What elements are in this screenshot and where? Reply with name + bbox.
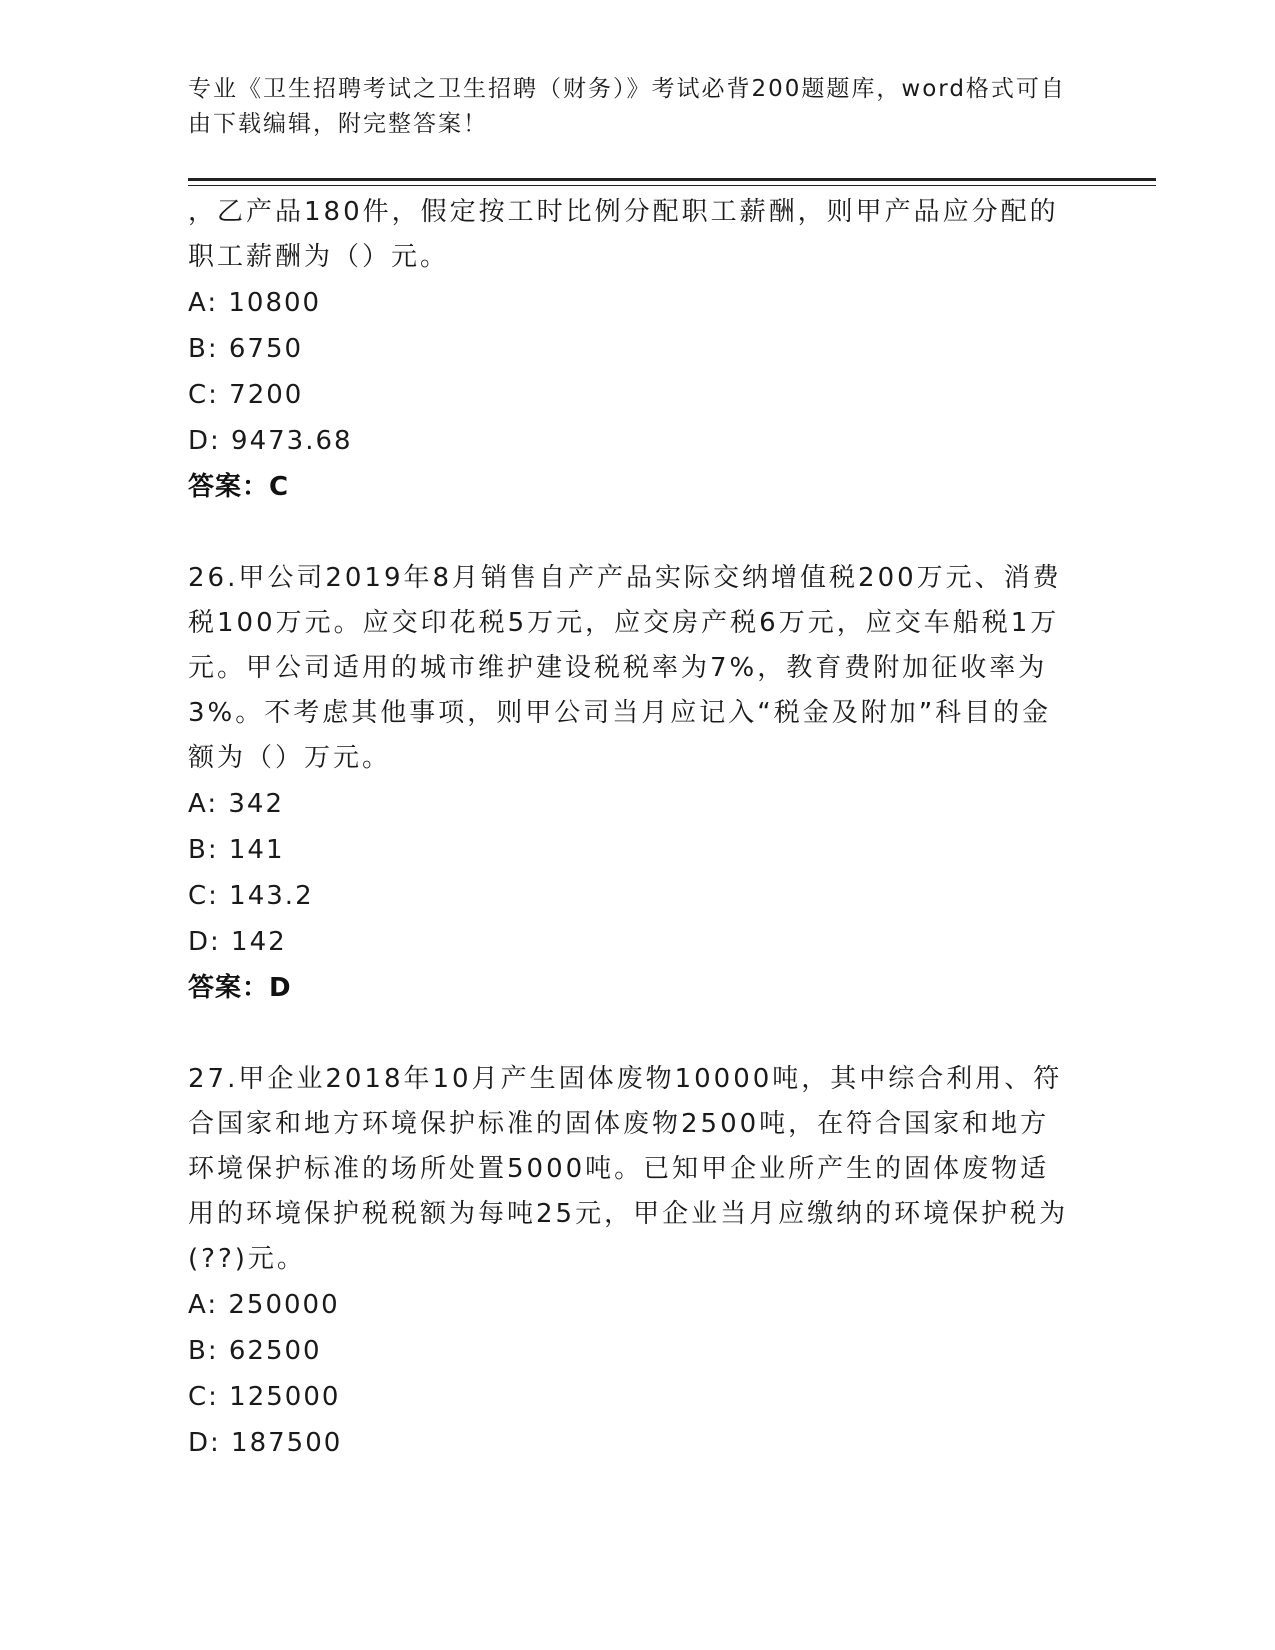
question-item <box>188 1057 1073 1466</box>
option-a: A: 250000 <box>188 1290 340 1320</box>
option-d: D: 9473.68 <box>188 426 353 456</box>
option-c: C: 7200 <box>188 380 304 410</box>
question-stem: ，乙产品180件，假定按工时比例分配职工薪酬，则甲产品应分配的职工薪酬为（）元。 <box>188 197 1059 272</box>
question-item <box>188 190 1073 510</box>
option-a: A: 342 <box>188 789 284 819</box>
option-b: B: 141 <box>188 835 285 865</box>
question-list <box>188 190 1073 1466</box>
page-header: 专业《卫生招聘考试之卫生招聘（财务）》考试必背200题题库，word格式可自由下载编辑，附完整答案！ <box>188 76 1066 137</box>
answer-label: 答案：C <box>188 472 290 502</box>
option-d: D: 187500 <box>188 1428 343 1458</box>
question-stem: 27.甲企业2018年10月产生固体废物10000吨，其中综合利用、符合国家和地方环境保护标准的固体废物2500吨，在符合国家和地方环境保护标准的场所处置5000吨。已知甲企业所产生的固体废物适用的环境保护税税额为每吨25元，甲企业当月应缴纳的环境保护税为(??)元。 <box>188 1064 1069 1274</box>
option-c: C: 125000 <box>188 1382 341 1412</box>
header-divider <box>188 178 1156 181</box>
option-c: C: 143.2 <box>188 881 314 911</box>
question-stem: 26.甲公司2019年8月销售自产产品实际交纳增值税200万元、消费税100万元。应交印花税5万元，应交房产税6万元，应交车船税1万元。甲公司适用的城市维护建设税税率为7%，教育费附加征收率为3%。不考虑其他事项，则甲公司当月应记入“税金及附加”科目的金额为（）万元。 <box>188 563 1062 773</box>
option-a: A: 10800 <box>188 288 322 318</box>
option-b: B: 6750 <box>188 334 304 364</box>
header-divider-thin <box>188 185 1156 186</box>
answer-label: 答案：D <box>188 973 292 1003</box>
question-item <box>188 556 1073 1011</box>
option-b: B: 62500 <box>188 1336 322 1366</box>
option-d: D: 142 <box>188 927 287 957</box>
